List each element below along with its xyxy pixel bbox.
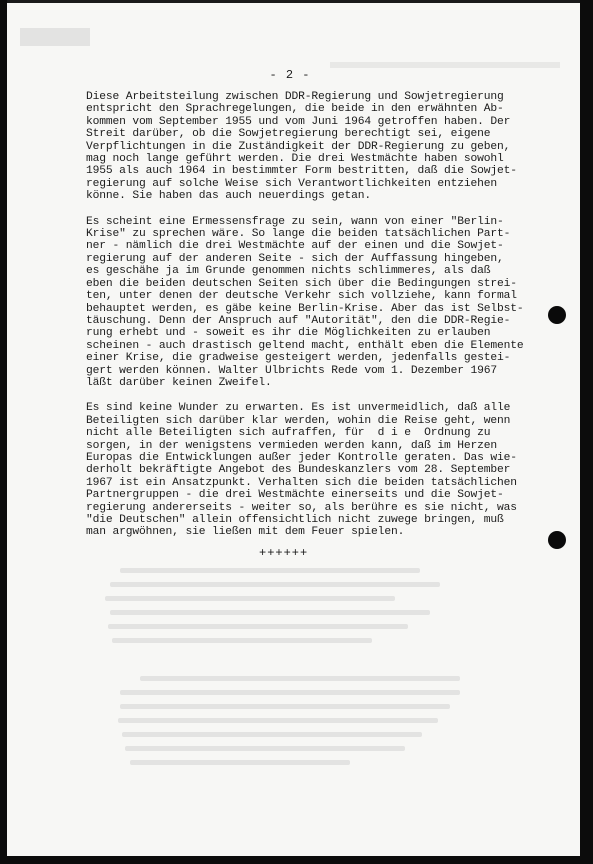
- scan-border-left: [0, 0, 7, 864]
- body-text: [86, 91, 556, 552]
- bleed-through-line: [118, 718, 438, 723]
- paragraph: Diese Arbeitsteilung zwischen DDR-Regierung und Sowjetregierung entspricht den Sprachregelungen, die beide in den erwähnten Ab- kommen vom September 1955 und vom Juni 1964 getroffen haben. Der Streit darüber, ob die Sowjetregierung berechtigt sei, eigene Verpflichtungen in die Zuständigkeit der DDR-Regierung zu geben, mag noch lange geführt werden. Die drei Westmächte haben sowohl 1955 als auch 1964 in bestimmter Form bestritten, daß die Sowjet- regierung auf solche Weise sich Verantwortlichkeiten entziehen könne. Sie haben das auch neuerdings getan.: [86, 91, 517, 203]
- bleed-through-line: [130, 760, 350, 765]
- bleed-through-line: [112, 638, 372, 643]
- scan-border-top: [0, 0, 593, 3]
- bleed-through-line: [108, 624, 408, 629]
- page-number: - 2 -: [269, 68, 311, 82]
- bleed-through-mark: [20, 28, 90, 46]
- punch-hole: [548, 531, 566, 549]
- punch-hole: [548, 306, 566, 324]
- bleed-through-line: [120, 704, 450, 709]
- section-separator: ++++++: [259, 546, 309, 560]
- bleed-through-line: [110, 582, 440, 587]
- paragraph: Es scheint eine Ermessensfrage zu sein, wann von einer "Berlin- Krise" zu sprechen wäre. So lange die beiden tatsächlichen Part- ner - nämlich die drei Westmächte auf der einen und die Sowjet- regierung auf der anderen Seite - sich der Auffassung hingeben, es geschähe ja im Grunde genommen nichts schlimmeres, als daß eben die beiden deutschen Seiten sich über die Bedingungen strei- ten, unter denen der deutsche Verkehr sich vollziehe, kann formal behauptet werden, es gäbe keine Berlin-Krise. Aber das ist Selbst- täuschung. Denn der Anspruch auf "Autorität", den die DDR-Regie- rung erhebt und - soweit es ihr die Möglichkeiten zu erlauben scheinen - auch drastisch geltend macht, enthält eben die Elemente einer Krise, die gradweise gesteigert werden, jedenfalls gestei- gert werden können. Walter Ulbrichts Rede vom 1. Dezember 1967 läßt darüber keinen Zweifel.: [86, 215, 524, 389]
- bleed-through-line: [125, 746, 405, 751]
- paragraph: Es sind keine Wunder zu erwarten. Es ist unvermeidlich, daß alle Beteiligten sich darüber klar werden, wohin die Reise geht, wenn nicht alle Beteiligten sich aufraffen, für d i e Ordnung zu sorgen, in der wenigstens vermieden werden kann, daß im Herzen Europas die Entwicklungen außer jeder Kontrolle geraten. Das wie- derholt bekräftigte Angebot des Bundeskanzlers vom 28. September 1967 ist ein Ansatzpunkt. Verhalten sich die beiden tatsächlichen Partnergruppen - die drei Westmächte einerseits und die Sowjet- regierung andererseits - weiter so, als berühre es sie nicht, was "die Deutschen" allein offensichtlich nicht zuwege bringen, muß man argwöhnen, sie ließen mit dem Feuer spielen.: [86, 402, 517, 539]
- bleed-through-line: [120, 568, 420, 573]
- bleed-through-line: [120, 690, 460, 695]
- scan-border-bottom: [0, 856, 593, 864]
- bleed-through-line: [140, 676, 460, 681]
- scan-border-right: [580, 0, 593, 864]
- bleed-through-line: [122, 732, 422, 737]
- bleed-through-line: [105, 596, 395, 601]
- bleed-through-line: [110, 610, 430, 615]
